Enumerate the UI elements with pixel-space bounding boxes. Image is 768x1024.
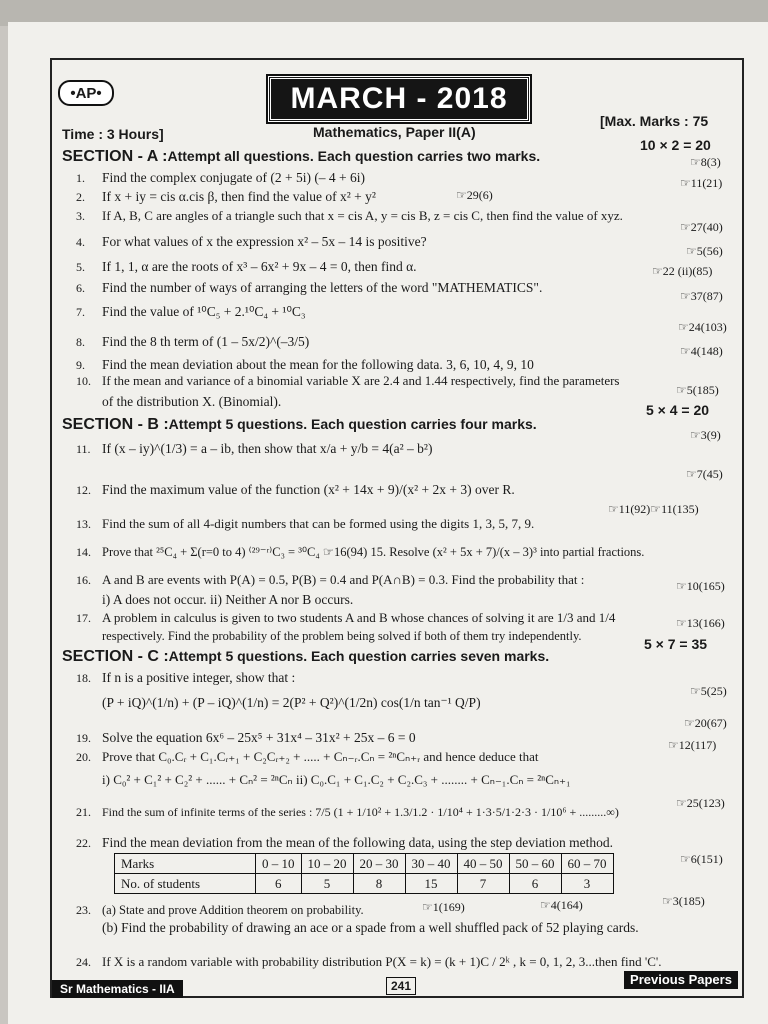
ref-q12: ☞7(45) <box>686 467 723 481</box>
question-3: 3. If A, B, C are angles of a triangle such that x = cis A, y = cis B, z = cis C, then find the value of xyz. <box>76 208 623 223</box>
ref-q23b1: ☞4(164) <box>540 898 583 912</box>
ref-q23b2: ☞3(185) <box>662 894 705 908</box>
section-b-title: SECTION - B : <box>62 416 169 433</box>
footer-section-label: Previous Papers <box>624 971 738 989</box>
table-cell: 30 – 40 <box>405 854 457 874</box>
ref-q1: ☞8(3) <box>690 155 721 169</box>
question-24: 24. If X is a random variable with probability distribution P(X = k) = (k + 1)C / 2ᵏ , k = 0, 1, 2, 3...then find 'C'. <box>76 954 662 969</box>
question-10: 10. If the mean and variance of a binomial variable X are 2.4 and 1.44 respectively, find the parameters <box>76 373 620 388</box>
question-4: 4. For what values of x the expression x² – 5x – 14 is positive? <box>76 234 427 249</box>
table-cell: 7 <box>457 874 509 894</box>
table-cell: 5 <box>301 874 353 894</box>
table-cell: 15 <box>405 874 457 894</box>
max-marks-label: [Max. Marks : 75 <box>600 113 709 129</box>
question-2: 2. If x + iy = cis α.cis β, then find the value of x² + y² <box>76 189 376 204</box>
ref-q19: ☞20(67) <box>684 716 727 730</box>
footer-subject: Sr Mathematics - IIA <box>52 980 183 998</box>
question-21: 21. Find the sum of infinite terms of the series : 7/5 (1 + 1/10² + 1.3/1.2 · 1/10⁴ + 1·3·5/1·2·3 · 1/10⁶ + .........∞) <box>76 805 619 819</box>
table-cell: 3 <box>561 874 613 894</box>
question-19: 19. Solve the equation 6x⁶ – 25x⁵ + 31x⁴ – 31x² + 25x – 6 = 0 <box>76 730 416 745</box>
ref-q13: ☞11(92)☞11(135) <box>608 502 699 516</box>
section-c-instruction: Attempt 5 questions. Each question carries seven marks. <box>168 648 550 664</box>
section-b-heading <box>62 416 537 434</box>
subject-label: Mathematics, Paper II(A) <box>313 124 476 140</box>
section-b-instruction: Attempt 5 questions. Each question carries four marks. <box>168 416 537 432</box>
ref-q11: ☞3(9) <box>690 428 721 442</box>
table-cell: 6 <box>256 874 302 894</box>
table-cell: 50 – 60 <box>509 854 561 874</box>
question-22: 22. Find the mean deviation from the mean of the following data, using the step deviation method. <box>76 835 614 850</box>
section-c-title: SECTION - C : <box>62 648 169 665</box>
question-1: 1. Find the complex conjugate of (2 + 5i) (– 4 + 6i) <box>76 170 366 185</box>
question-20-parts: i) C₀² + C₁² + C₂² + ...... + Cₙ² = ²ⁿCₙ ii) C₀.C₁ + C₁.C₂ + C₂.C₃ + ........ + Cₙ₋₁.Cₙ = ²ⁿCₙ₊₁ <box>102 772 571 787</box>
table-cell: 60 – 70 <box>561 854 613 874</box>
section-a-marks: 10 × 2 = 20 <box>640 137 711 153</box>
table-cell: 0 – 10 <box>256 854 302 874</box>
time-label: Time : 3 Hours] <box>62 126 164 142</box>
ref-q10: ☞5(185) <box>676 383 719 397</box>
ap-badge: •AP• <box>58 80 114 106</box>
ref-q17: ☞13(166) <box>676 616 725 630</box>
question-23b: (b) Find the probability of drawing an ace or a spade from a well shuffled pack of 52 playing cards. <box>102 920 639 935</box>
ref-q16: ☞10(165) <box>676 579 725 593</box>
ref-q6: ☞22 (ii)(85) <box>652 264 713 278</box>
question-20: 20. Prove that C₀.Cᵣ + C₁.Cᵣ₊₁ + C₂Cᵣ₊₂ + ..... + Cₙ₋ᵣ.Cₙ = ²ⁿCₙ₊ᵣ and hence deduce that <box>76 749 539 764</box>
question-23a: 23. (a) State and prove Addition theorem on probability. <box>76 903 364 917</box>
question-18-formula: (P + iQ)^(1/n) + (P – iQ)^(1/n) = 2(P² + Q²)^(1/2n) cos(1/n tan⁻¹ Q/P) <box>102 695 481 710</box>
question-5: 5. If 1, 1, α are the roots of x³ – 6x² + 9x – 4 = 0, then find α. <box>76 259 417 274</box>
question-17-cont: respectively. Find the probability of the problem being solved if both of them try independently. <box>102 629 582 643</box>
question-11: 11. If (x – iy)^(1/3) = a – ib, then show that x/a + y/b = 4(a² – b²) <box>76 441 433 456</box>
ref-q21: ☞25(123) <box>676 796 725 810</box>
table-cell: 8 <box>353 874 405 894</box>
question-18: 18. If n is a positive integer, show that : <box>76 670 296 685</box>
table-cell: 6 <box>509 874 561 894</box>
question-14-15: 14. Prove that ²⁵C₄ + Σ(r=0 to 4) ⁽²⁹⁻ʳ⁾C₃ = ³⁰C₄ ☞16(94) 15. Resolve (x² + 5x + 7)/(x – 3)³ into partial fractions. <box>76 545 645 559</box>
ref-q22: ☞6(151) <box>680 852 723 866</box>
question-17: 17. A problem in calculus is given to two students A and B whose chances of solving it are 1/3 and 1/4 <box>76 610 616 625</box>
table-cell: 20 – 30 <box>353 854 405 874</box>
question-6: 6. Find the number of ways of arranging the letters of the word "MATHEMATICS". <box>76 280 543 295</box>
ref-q18: ☞5(25) <box>690 684 727 698</box>
ref-q20: ☞12(117) <box>668 738 717 752</box>
question-10-cont: of the distribution X. (Binomial). <box>102 394 282 409</box>
ref-q9: ☞4(148) <box>680 344 723 358</box>
ref-q4: ☞27(40) <box>680 220 723 234</box>
table-header-label: Marks <box>115 854 256 874</box>
frequency-table <box>114 853 614 894</box>
ref-q5: ☞5(56) <box>686 244 723 258</box>
question-13: 13. Find the sum of all 4-digit numbers that can be formed using the digits 1, 3, 5, 7, 9. <box>76 516 535 531</box>
question-16-parts: i) A does not occur. ii) Neither A nor B occurs. <box>102 592 354 607</box>
table-row <box>115 854 614 874</box>
section-b-marks: 5 × 4 = 20 <box>646 402 710 418</box>
ref-q3: ☞29(6) <box>456 188 493 202</box>
ref-q7: ☞37(87) <box>680 289 723 303</box>
question-8: 8. Find the 8 th term of (1 – 5x/2)^(–3/5) <box>76 334 310 349</box>
table-cell: 40 – 50 <box>457 854 509 874</box>
question-7: 7. Find the value of ¹⁰C₅ + 2.¹⁰C₄ + ¹⁰C₃ <box>76 304 306 319</box>
ref-q8: ☞24(103) <box>678 320 727 334</box>
question-9: 9. Find the mean deviation about the mean for the following data. 3, 6, 10, 4, 9, 10 <box>76 357 534 372</box>
table-row <box>115 874 614 894</box>
page-number: 241 <box>386 977 416 995</box>
section-a-title: SECTION - A : <box>62 148 168 165</box>
section-c-marks: 5 × 7 = 35 <box>644 636 708 652</box>
question-12: 12. Find the maximum value of the function (x² + 14x + 9)/(x² + 2x + 3) over R. <box>76 482 515 497</box>
section-a-instruction: Attempt all questions. Each question carries two marks. <box>167 148 541 164</box>
ref-q23a: ☞1(169) <box>422 900 465 914</box>
section-c-heading <box>62 648 549 666</box>
exam-title: MARCH - 2018 <box>268 76 530 122</box>
ref-q2: ☞11(21) <box>680 176 723 190</box>
section-a-heading <box>62 148 540 166</box>
question-16: 16. A and B are events with P(A) = 0.5, P(B) = 0.4 and P(A∩B) = 0.3. Find the probability that : <box>76 572 585 587</box>
table-cell: 10 – 20 <box>301 854 353 874</box>
table-row-label: No. of students <box>115 874 256 894</box>
